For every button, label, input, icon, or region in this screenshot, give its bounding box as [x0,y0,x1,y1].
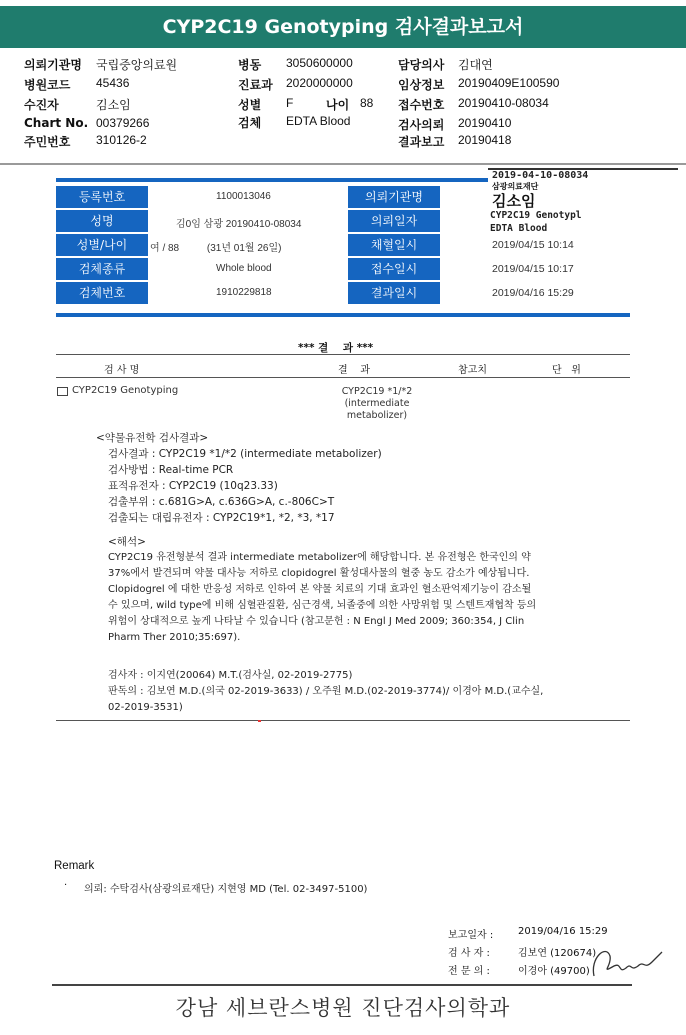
header-value: EDTA Blood [286,114,351,128]
interpretation-line: 37%에서 발견되며 약물 대사능 저하로 clopidogrel 활성대사물의 혈중 농도 감소가 예상됩니다. [108,568,530,579]
rule [56,354,630,355]
column-header-ref: 참고치 [458,365,487,376]
signature-icon [588,938,664,982]
test-name: CYP2C19 Genotyping [72,385,179,396]
interpretation-line: 위험이 상대적으로 높게 나타날 수 있습니다 (참고문헌 : N Engl J Med 2009; 360:354, J Clin [108,616,525,627]
header-label: 임상정보 [398,78,445,92]
remark-text: 의뢰: 수탁검사(삼광의료재단) 지현영 MD (Tel. 02-3497-5100) [84,884,368,895]
rule [56,720,630,721]
pgx-line: <약물유전학 검사결과> [96,432,209,444]
pgx-line: 검출부위 : c.681G>A, c.636G>A, c.-806C>T [108,496,335,508]
header-label: Chart No. [24,116,89,130]
header-value: 20190410-08034 [458,96,549,110]
pgx-details [108,446,382,526]
header-value: 45436 [96,76,130,90]
column-header-unit: 단 위 [552,365,581,376]
header-label: 주민번호 [24,135,71,149]
stamp-specimen: EDTA Blood [490,223,548,234]
interpretation-line: Pharm Ther 2010;35:697). [108,632,241,643]
header-value: 김대연 [458,58,493,72]
scanned-report [0,168,686,1035]
field-label: 채혈일시 [348,234,440,256]
pgx-line: 표적유전자 : CYP2C19 (10q23.33) [108,480,278,492]
pgx-line: 검사결과 : CYP2C19 *1/*2 (intermediate metabolizer) [108,448,382,460]
header-value: F [286,96,294,110]
header-label: 성별 [238,98,262,112]
field-value: 여 / 88 (31년 01월 26일) [150,243,282,254]
signoff-label: 전 문 의 : [448,966,490,977]
header-divider [0,163,686,165]
row-icon [57,387,68,396]
header-value: 88 [360,96,374,110]
header-label: 결과보고 [398,135,445,149]
interpretation-line: 수 있으며, wild type에 비해 심혈관질환, 심근경색, 뇌졸중에 의한 사망위험 및 스텐트재협착 등의 [108,600,537,611]
header-label: 검사의뢰 [398,118,445,132]
test-result-line: metabolizer) [346,410,408,421]
pgx-line: 검출되는 대립유전자 : CYP2C19*1, *2, *3, *17 [108,512,335,524]
footer-rule [52,984,632,986]
header-value: 3050600000 [286,56,353,70]
stamp-test: CYP2C19 Genotypl [490,210,582,221]
header-value: 20190418 [458,133,512,147]
staff-line: 02-2019-3531) [108,702,183,713]
frame-top [56,178,488,182]
field-label: 성별/나이 [56,234,148,256]
ink-mark [258,720,261,722]
header-label: 병동 [238,58,262,72]
field-label: 검체종류 [56,258,148,280]
rule [56,377,630,378]
field-label: 성명 [56,210,148,232]
header-value: 20190410 [458,116,512,130]
field-value: 1910229818 [216,287,272,298]
field-label: 의뢰일자 [348,210,440,232]
interpretation-line: Clopidogrel 에 대한 반응성 저하로 인하여 본 약물 치료의 기대 효과인 혈소판억제기능이 감소될 [108,584,532,595]
header-value: 20190409E100590 [458,76,560,90]
stamp-code: 2019-04-10-08034 [492,170,589,181]
header-value: 국립중앙의료원 [96,58,178,72]
signoff-value: 2019/04/16 15:29 [518,926,608,937]
header-value: 2020000000 [286,76,353,90]
pgx-block [96,430,208,446]
test-result [322,386,432,422]
stamp-org: 삼광의료재단 [492,182,539,191]
header-label: 병원코드 [24,78,71,92]
header-label: 나이 [326,98,350,112]
field-value: 김0임 삼광 20190410-08034 [176,219,302,230]
field-value: Whole blood [216,263,272,274]
staff-block [108,668,543,716]
staff-line: 검사자 : 이지연(20064) M.T.(검사실, 02-2019-2775) [108,670,353,681]
field-value: 2019/04/15 10:17 [492,263,574,275]
field-label: 결과일시 [348,282,440,304]
header-label: 담당의사 [398,58,445,72]
signoff-label: 보고일자 : [448,930,494,941]
field-value: 2019/04/16 15:29 [492,287,574,299]
field-label: 등록번호 [56,186,148,208]
column-header-result: 결 과 [338,365,371,376]
header-label: 수진자 [24,98,59,112]
header-label: 진료과 [238,78,273,92]
header-value: 00379266 [96,116,150,130]
signoff-value: 이경아 (49700) [518,966,590,977]
header-value: 김소임 [96,98,131,112]
frame-bottom [56,313,630,317]
header-value: 310126-2 [96,133,147,147]
results-heading: *** 결 과 *** [298,342,374,354]
field-label: 의뢰기관명 [348,186,440,208]
interpretation-text [108,550,628,646]
footer-department: 강남 세브란스병원 진단검사의학과 [175,996,511,1020]
interpretation-line: CYP2C19 유전형분석 결과 intermediate metabolizer에 해당합니다. 본 유전형은 한국인의 약 [108,552,531,563]
remark-bullet: · [64,880,68,891]
field-value: 2019/04/15 10:14 [492,239,574,251]
report-title: CYP2C19 Genotyping 검사결과보고서 [0,6,686,48]
pgx-line: 검사방법 : Real-time PCR [108,464,234,476]
stamp-name: 김소임 [492,192,536,210]
column-header-name: 검 사 명 [104,365,140,376]
field-value: 1100013046 [216,191,271,202]
signoff-value: 김보연 (120674) [518,948,597,959]
header-label: 접수번호 [398,98,445,112]
remark-title: Remark [54,860,95,872]
header-label: 의뢰기관명 [24,58,82,72]
interpretation-title: <해석> [108,536,146,548]
signoff-label: 검 사 자 : [448,948,490,959]
field-label: 검체번호 [56,282,148,304]
test-result-line: CYP2C19 *1/*2 [341,386,413,397]
header-label: 검체 [238,116,262,130]
staff-line: 판독의 : 김보연 M.D.(의국 02-2019-3633) / 오주원 M.D.(02-2019-3774)/ 이경아 M.D.(교수실, [108,686,544,697]
field-label: 접수일시 [348,258,440,280]
test-result-line: (intermediate [344,398,410,409]
